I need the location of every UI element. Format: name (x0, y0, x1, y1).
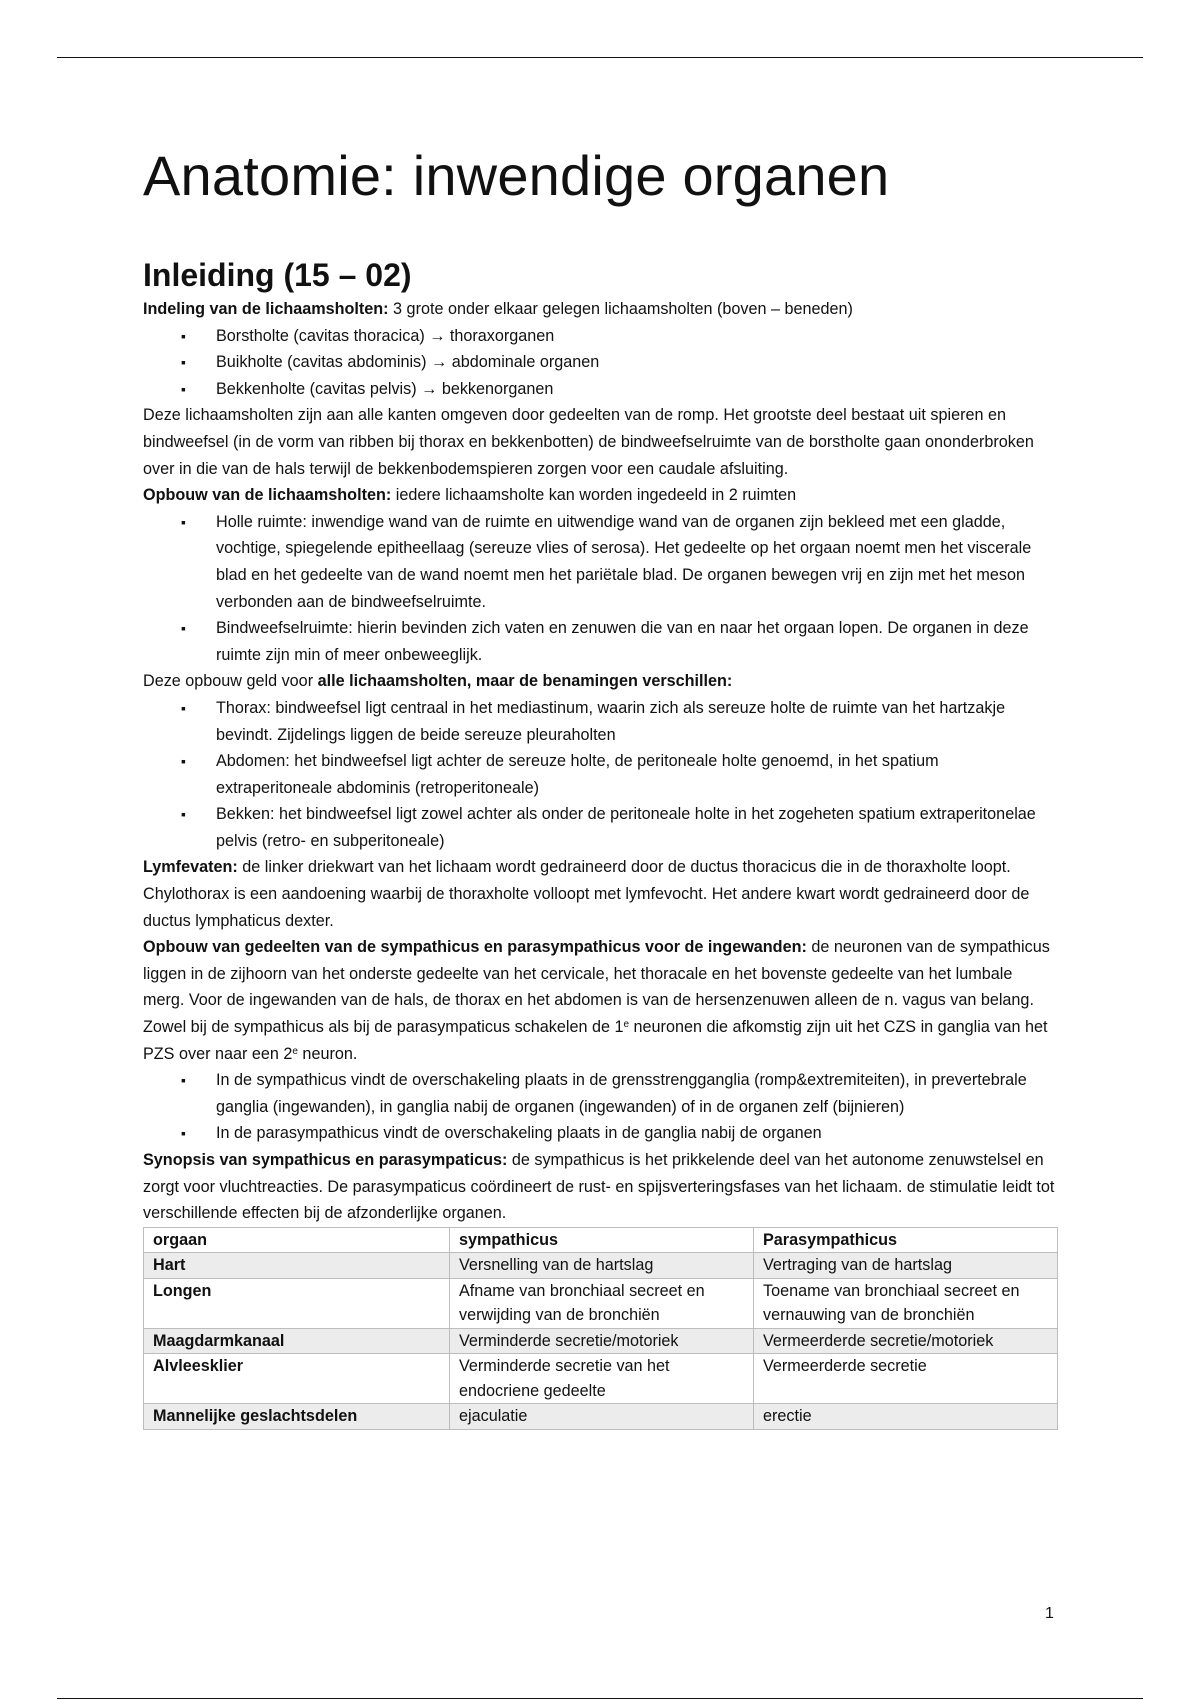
synopsis-paragraph (143, 1147, 1058, 1227)
list-item: ▪ In de sympathicus vindt de overschakeling plaats in de grensstrengganglia (romp&extremiteiten), in prevertebrale ganglia (ingewanden), in ganglia nabij de organen (ingewanden) of in de organen zelf (bijnieren) (143, 1067, 1058, 1120)
table-cell: Afname van bronchiaal secreet en verwijding van de bronchiën (450, 1278, 754, 1328)
table-cell: Verminderde secretie van het endocriene gedeelte (450, 1354, 754, 1404)
table-cell: ejaculatie (450, 1404, 754, 1430)
table-cell: Vermeerderde secretie/motoriek (754, 1328, 1058, 1354)
gedeelten-text-2: neuronen die afkomstig zijn uit het CZS in ganglia van het PZS over naar een 2 (143, 1018, 1048, 1063)
table-cell: Toename van bronchiaal secreet en vernauwing van de bronchiën (754, 1278, 1058, 1328)
table-header-cell: orgaan (144, 1227, 450, 1253)
header-rule (57, 57, 1143, 58)
list-item: ▪ Holle ruimte: inwendige wand van de ruimte en uitwendige wand van de organen zijn bekleed met een gladde, vochtige, spiegelende epitheellaag (sereuze vlies of serosa). Het gedeelte op het orgaan noemt men het viscerale blad en het gedeelte van de wand noemt men het pariëtale blad. De organen bewegen vrij en zijn met het meson verbonden aan de bindweefselruimte. (143, 509, 1058, 615)
superscript: e (623, 1019, 630, 1031)
document-body (143, 296, 1058, 1227)
opbouw-text: iedere lichaamsholte kan worden ingedeeld in 2 ruimten (391, 486, 797, 505)
table-header-cell: sympathicus (450, 1227, 754, 1253)
wand-paragraph: Deze lichaamsholten zijn aan alle kanten omgeven door gedeelten van de romp. Het grootste deel bestaat uit spieren en bindweefsel (in de vorm van ribben bij thorax en bekkenbotten) de bindweefselruimte van de borstholte gaan ononderbroken over in die van de hals terwijl de bekkenbodemspieren zorgen voor een caudale afsluiting. (143, 406, 1034, 478)
benaming-list (143, 695, 1058, 855)
benaming-paragraph (143, 668, 1058, 695)
gedeelten-text-3: neuron. (297, 1044, 358, 1063)
organ-effects-table (143, 1227, 1058, 1430)
table-cell: erectie (754, 1404, 1058, 1430)
table-header-row (144, 1227, 1058, 1253)
gedeelten-text: de neuronen van de sympathicus liggen in de zijhoorn van het onderste gedeelte van het cervicale, het thoracale en het bovenste gedeelte van het lumbale merg. Voor de ingewanden van de hals, de thorax en het abdomen is van de hersenzenuwen alleen de n. vagus van belang. Zowel bij de sympathicus als bij de parasympaticus schakelen de 1 (143, 938, 1050, 1037)
table-cell: Longen (144, 1278, 450, 1328)
table-cell: Vertraging van de hartslag (754, 1253, 1058, 1279)
page-number: 1 (1045, 1605, 1054, 1622)
table-row (144, 1253, 1058, 1279)
list-item: ▪ Buikholte (cavitas abdominis) → abdominale organen (143, 349, 1058, 376)
lymfe-paragraph (143, 854, 1058, 934)
opbouw-label: Opbouw van de lichaamsholten: (143, 486, 392, 505)
indeling-label: Indeling van de lichaamsholten: (143, 300, 389, 318)
synopsis-text: de sympathicus is het prikkelende deel van het autonome zenuwstelsel en zorgt voor vluchtreacties. De parasympaticus coördineert de rust- en spijsverteringsfases van het lichaam. de stimulatie leidt tot verschillende effecten bij de afzonderlijke organen. (143, 1151, 1055, 1223)
document-page (143, 140, 1058, 1430)
indeling-paragraph (143, 296, 1058, 323)
list-item: ▪ Thorax: bindweefsel ligt centraal in het mediastinum, waarin zich als sereuze holte de ruimte van het hartzakje bevindt. Zijdelings liggen de beide sereuze pleuraholten (143, 695, 1058, 748)
table-header-cell: Parasympathicus (754, 1227, 1058, 1253)
opbouw-paragraph (143, 482, 1058, 509)
benaming-text: Deze opbouw geld voor (143, 672, 318, 691)
table-cell: Mannelijke geslachtsdelen (144, 1404, 450, 1430)
table-row (144, 1354, 1058, 1404)
table-row (144, 1328, 1058, 1354)
table-row (144, 1404, 1058, 1430)
synopsis-label: Synopsis van sympathicus en parasympaticus: (143, 1151, 508, 1169)
list-item: ▪ In de parasympathicus vindt de overschakeling plaats in de ganglia nabij de organen (143, 1120, 1058, 1147)
section-heading: Inleiding (15 – 02) (143, 257, 412, 293)
gedeelten-list (143, 1067, 1058, 1147)
table-cell: Verminderde secretie/motoriek (450, 1328, 754, 1354)
indeling-list (143, 323, 1058, 403)
table-cell: Versnelling van de hartslag (450, 1253, 754, 1279)
table-cell: Hart (144, 1253, 450, 1279)
opbouw-list (143, 509, 1058, 669)
lymfe-text: de linker driekwart van het lichaam wordt gedraineerd door de ductus thoracicus die in de thoraxholte loopt. Chylothorax is een aandoening waarbij de thoraxholte volloopt met lymfevocht. Het andere kwart wordt gedraineerd door de ductus lymphaticus dexter. (143, 858, 1030, 930)
superscript: e (292, 1045, 298, 1057)
footer-rule (57, 1698, 1143, 1699)
lymfe-label: Lymfevaten: (143, 858, 238, 877)
list-item: ▪ Bindweefselruimte: hierin bevinden zich vaten en zenuwen die van en naar het orgaan lopen. De organen in deze ruimte zijn min of meer onbeweeglijk. (143, 615, 1058, 668)
table-row (144, 1278, 1058, 1328)
gedeelten-paragraph (143, 934, 1058, 1067)
table-cell: Alvleesklier (144, 1354, 450, 1404)
document-title: Anatomie: inwendige organen (143, 144, 890, 207)
indeling-text: 3 grote onder elkaar gelegen lichaamsholten (boven – beneden) (388, 300, 853, 318)
list-item: ▪ Abdomen: het bindweefsel ligt achter de sereuze holte, de peritoneale holte genoemd, in het spatium extraperitoneale abdominis (retroperitoneale) (143, 748, 1058, 801)
gedeelten-label: Opbouw van gedeelten van de sympathicus en parasympathicus voor de ingewanden: (143, 938, 807, 957)
list-item: ▪ Bekkenholte (cavitas pelvis) → bekkenorganen (143, 376, 1058, 403)
table-cell: Vermeerderde secretie (754, 1354, 1058, 1404)
benaming-bold: alle lichaamsholten, maar de benamingen verschillen: (317, 672, 733, 691)
list-item: ▪ Bekken: het bindweefsel ligt zowel achter als onder de peritoneale holte in het zogeheten spatium extraperitonelae pelvis (retro- en subperitoneale) (143, 801, 1058, 854)
table-cell: Maagdarmkanaal (144, 1328, 450, 1354)
list-item: ▪ Borstholte (cavitas thoracica) → thoraxorganen (143, 323, 1058, 350)
